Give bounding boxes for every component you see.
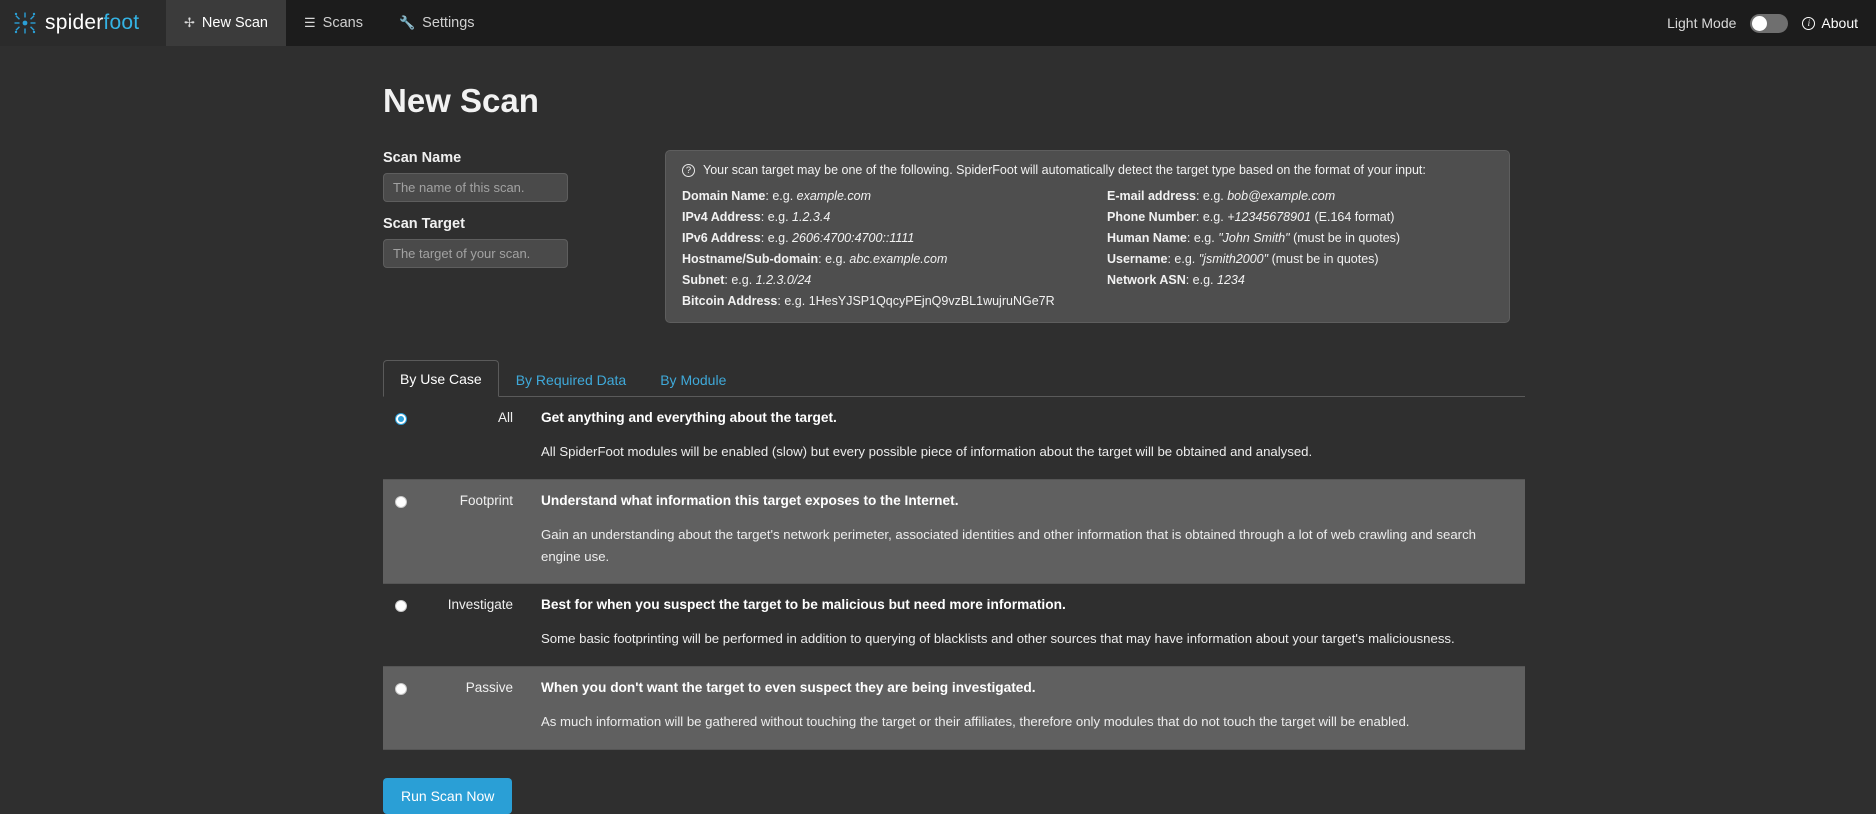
- light-mode-toggle[interactable]: [1750, 14, 1788, 33]
- scan-name-input[interactable]: [383, 173, 568, 202]
- use-case-row-investigate[interactable]: [383, 584, 1525, 667]
- help-item-network-asn: Network ASN: e.g. 1234: [1107, 273, 1245, 287]
- tab-by-module-label: By Module: [660, 372, 727, 388]
- help-label: E-mail address: [1107, 189, 1196, 203]
- use-case-radio-cell: [395, 680, 415, 700]
- top-navbar: [0, 0, 1876, 46]
- help-label: Phone Number: [1107, 210, 1196, 224]
- about-link[interactable]: [1802, 15, 1858, 31]
- help-label: Network ASN: [1107, 273, 1186, 287]
- use-case-name-footprint: Footprint: [459, 492, 513, 508]
- spiderfoot-logo-icon: [14, 12, 36, 34]
- tab-by-use-case-label: By Use Case: [400, 371, 482, 387]
- help-value: +12345678901: [1227, 210, 1311, 224]
- help-item-username: Username: e.g. "jsmith2000" (must be in quotes): [1107, 252, 1379, 266]
- use-case-description-all: All SpiderFoot modules will be enabled (slow) but every possible piece of information about the target will be obtained and analysed.: [541, 444, 1313, 459]
- use-case-title-passive: When you don't want the target to even suspect they are being investigated.: [541, 680, 1036, 696]
- scan-form-row: [383, 150, 1876, 323]
- help-suffix: (must be in quotes): [1293, 231, 1401, 245]
- scan-target-input[interactable]: [383, 239, 568, 268]
- navbar-right-group: [1667, 0, 1876, 46]
- help-eg: e.g.: [767, 210, 789, 224]
- help-eg: e.g.: [1192, 273, 1214, 287]
- target-help-panel: [665, 150, 1510, 323]
- use-case-body-investigate: [527, 597, 1513, 650]
- help-value: 1234: [1217, 273, 1245, 287]
- target-help-intro-row: [682, 163, 1493, 177]
- help-value: 2606:4700:4700::1111: [792, 231, 915, 245]
- help-item-domain-name: Domain Name: e.g. example.com: [682, 189, 871, 203]
- use-case-description-passive: As much information will be gathered without touching the target or their affiliates, therefore only modules that do not touch the target will be enabled.: [541, 714, 1410, 730]
- info-icon: i: [1802, 17, 1815, 30]
- nav-item-settings-label: Settings: [422, 15, 475, 31]
- help-value: 1.2.3.0/24: [755, 273, 812, 287]
- target-help-grid: [682, 189, 1493, 308]
- help-label: Bitcoin Address: [682, 294, 778, 308]
- help-label: Hostname/Sub-domain: [682, 252, 819, 266]
- use-case-description-investigate: Some basic footprinting will be performed in addition to querying of blacklists and other sources that may have information about your target's maliciousness.: [541, 631, 1455, 647]
- nav-item-settings[interactable]: [381, 0, 493, 46]
- help-eg: e.g.: [1202, 210, 1224, 224]
- page-body: [0, 82, 1876, 814]
- help-label: Subnet: [682, 273, 725, 287]
- help-label: Domain Name: [682, 189, 766, 203]
- about-label: About: [1821, 15, 1858, 31]
- help-label: Human Name: [1107, 231, 1187, 245]
- brand-text: [45, 11, 139, 35]
- use-case-row-all[interactable]: [383, 397, 1525, 480]
- light-mode-label: Light Mode: [1667, 15, 1737, 31]
- use-case-radio-cell: [395, 493, 415, 513]
- use-case-radio-passive[interactable]: [395, 683, 407, 695]
- help-eg: e.g.: [767, 231, 789, 245]
- use-case-radio-all[interactable]: [395, 413, 407, 425]
- use-case-radio-cell: [395, 410, 415, 430]
- use-case-description-footprint: Gain an understanding about the target's network perimeter, associated identities and other information that is obtained through a lot of web crawling and search engine use.: [541, 526, 1477, 564]
- help-label: Username: [1107, 252, 1168, 266]
- use-case-name-all: All: [497, 410, 513, 425]
- help-item-ipv4-address: IPv4 Address: e.g. 1.2.3.4: [682, 210, 831, 224]
- help-item-email-address: E-mail address: e.g. bob@example.com: [1107, 189, 1336, 203]
- scan-name-label: Scan Name: [383, 150, 462, 166]
- use-case-row-footprint[interactable]: [383, 480, 1525, 585]
- help-item-ipv6-address: IPv6 Address: e.g. 2606:4700:4700::1111: [682, 231, 915, 245]
- help-item-phone-number: Phone Number: e.g. +12345678901 (E.164 format): [1107, 210, 1395, 224]
- scan-config-tabs: [383, 359, 1525, 397]
- use-case-title-footprint: Understand what information this target exposes to the Internet.: [541, 492, 959, 508]
- target-help-intro: Your scan target may be one of the following. SpiderFoot will automatically detect the target type based on the format of your input:: [703, 163, 1426, 177]
- brand-text-first: spider: [45, 11, 104, 34]
- use-case-title-all: Get anything and everything about the target.: [541, 410, 837, 425]
- help-value: "John Smith": [1218, 231, 1290, 245]
- tab-by-required-data[interactable]: [499, 361, 644, 397]
- tab-by-module[interactable]: [643, 361, 743, 397]
- help-eg: e.g.: [1193, 231, 1215, 245]
- scan-form-inputs: [383, 150, 683, 268]
- help-value: example.com: [796, 189, 871, 203]
- use-case-body-all: [527, 410, 1513, 463]
- help-value: bob@example.com: [1227, 189, 1336, 203]
- scan-target-label: Scan Target: [383, 216, 465, 232]
- nav-item-new-scan[interactable]: [166, 0, 286, 46]
- use-case-body-footprint: [527, 493, 1513, 568]
- help-eg: e.g.: [825, 252, 846, 266]
- brand-logo-link[interactable]: [0, 0, 166, 46]
- nav-item-scans[interactable]: [286, 0, 381, 46]
- use-case-radio-investigate[interactable]: [395, 600, 407, 612]
- help-label: IPv4 Address: [682, 210, 761, 224]
- help-item-empty: [1107, 294, 1493, 308]
- wrench-icon: 🔧: [398, 15, 416, 30]
- help-item-bitcoin-address: Bitcoin Address: e.g. 1HesYJSP1QqcyPEjnQ9vzBL1wujruNGe7R: [682, 294, 1055, 308]
- tab-by-required-data-label: By Required Data: [515, 372, 627, 388]
- content-container: [383, 82, 1876, 814]
- help-label: IPv6 Address: [682, 231, 761, 245]
- help-eg: e.g.: [1174, 252, 1196, 266]
- use-case-title-investigate: Best for when you suspect the target to be malicious but need more information.: [541, 597, 1066, 613]
- question-mark-icon: ?: [682, 164, 695, 177]
- use-case-radio-cell: [395, 597, 415, 617]
- target-help-column: [683, 150, 1876, 323]
- use-case-name-investigate: Investigate: [447, 597, 513, 613]
- help-value: 1HesYJSP1QqcyPEjnQ9vzBL1wujruNGe7R: [808, 294, 1055, 308]
- help-value: "jsmith2000": [1198, 252, 1269, 266]
- light-mode-toggle-knob: [1752, 16, 1767, 31]
- help-eg: e.g.: [731, 273, 753, 287]
- help-eg: e.g.: [1202, 189, 1224, 203]
- run-scan-button[interactable]: Run Scan Now: [383, 778, 512, 814]
- help-eg: e.g.: [772, 189, 794, 203]
- brand-text-second: foot: [103, 11, 140, 34]
- use-case-body-passive: [527, 680, 1513, 733]
- nav-item-scans-label: Scans: [322, 15, 363, 31]
- page-title: New Scan: [383, 82, 539, 119]
- list-icon: ☰: [304, 15, 316, 30]
- help-value: abc.example.com: [849, 252, 948, 266]
- help-suffix: (E.164 format): [1314, 210, 1395, 224]
- nav-item-new-scan-label: New Scan: [201, 15, 268, 31]
- help-eg: e.g.: [784, 294, 806, 308]
- use-case-row-passive[interactable]: [383, 667, 1525, 750]
- use-case-radio-footprint[interactable]: [395, 496, 407, 508]
- help-item-subnet: Subnet: e.g. 1.2.3.0/24: [682, 273, 812, 287]
- help-value: 1.2.3.4: [792, 210, 831, 224]
- tab-by-use-case[interactable]: [383, 360, 499, 397]
- help-suffix: (must be in quotes): [1271, 252, 1379, 266]
- use-case-list: [383, 397, 1525, 750]
- use-case-name-passive: Passive: [465, 680, 513, 696]
- help-item-hostname-subdomain: Hostname/Sub-domain: e.g. abc.example.com: [682, 252, 948, 266]
- crosshair-icon: ✢: [184, 15, 195, 30]
- help-item-human-name: Human Name: e.g. "John Smith" (must be in quotes): [1107, 231, 1401, 245]
